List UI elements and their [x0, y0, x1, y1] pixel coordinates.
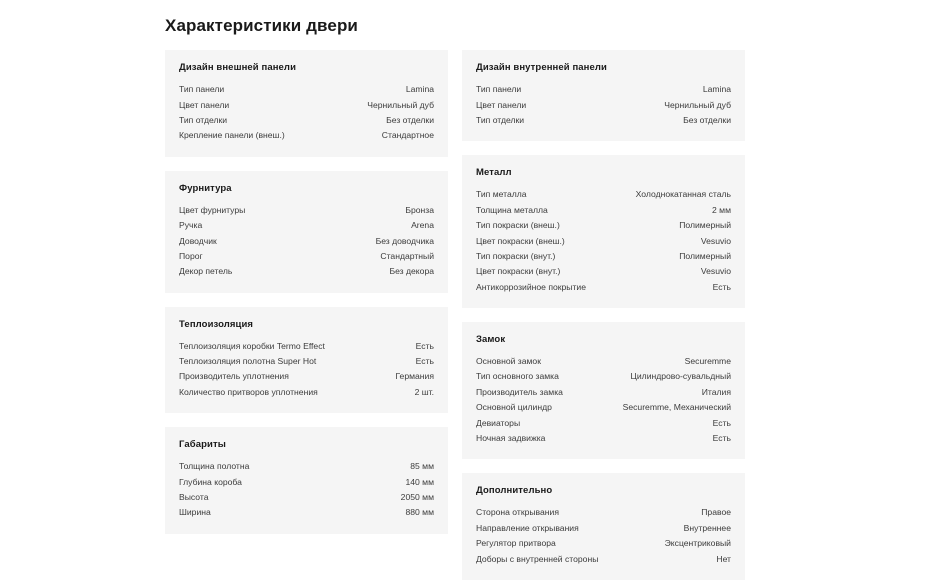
spec-label: Теплоизоляция полотна Super Hot: [179, 356, 317, 367]
spec-value: Чернильный дуб: [664, 99, 731, 110]
spec-value: 2050 мм: [400, 492, 434, 503]
spec-row: [179, 97, 434, 112]
spec-value: Германия: [395, 371, 434, 382]
right-column: [462, 50, 745, 580]
spec-label: Теплоизоляция коробки Termo Effect: [179, 340, 325, 351]
spec-row: [179, 82, 434, 97]
spec-row: [179, 459, 434, 474]
spec-label: Тип панели: [179, 84, 225, 95]
card-thermal-insulation: [165, 307, 448, 414]
spec-value: Без декора: [389, 266, 434, 277]
left-column: [165, 50, 448, 534]
card-title: Дополнительно: [476, 485, 553, 497]
spec-value: Есть: [415, 356, 434, 367]
spec-row: [476, 551, 731, 566]
spec-value: Lamina: [702, 84, 731, 95]
spec-label: Регулятор притвора: [476, 538, 556, 549]
spec-row: [476, 218, 731, 233]
content-wrapper: [165, 0, 765, 580]
spec-label: Основной цилиндр: [476, 402, 552, 413]
spec-value: Securemme: [684, 356, 731, 367]
spec-row: [476, 113, 731, 128]
spec-row: [179, 354, 434, 369]
spec-label: Сторона открывания: [476, 507, 559, 518]
spec-value: Эксцентриковый: [664, 538, 731, 549]
spec-label: Глубина короба: [179, 476, 242, 487]
spec-value: Есть: [712, 417, 731, 428]
spec-row: [179, 505, 434, 520]
spec-label: Девиаторы: [476, 417, 521, 428]
spec-label: Цвет покраски (внеш.): [476, 235, 565, 246]
spec-value: Холоднокатанная сталь: [635, 189, 731, 200]
spec-row: [179, 233, 434, 248]
spec-row: [476, 400, 731, 415]
spec-label: Тип основного замка: [476, 371, 559, 382]
spec-label: Тип отделки: [179, 114, 228, 125]
spec-row: [179, 474, 434, 489]
spec-label: Производитель замка: [476, 386, 563, 397]
spec-value: Vesuvio: [700, 235, 731, 246]
spec-label: Тип отделки: [476, 114, 525, 125]
spec-row: [476, 521, 731, 536]
spec-row: [476, 233, 731, 248]
spec-row: [476, 354, 731, 369]
card-title: Металл: [476, 167, 512, 179]
spec-value: Бронза: [405, 204, 434, 215]
spec-label: Декор петель: [179, 266, 233, 277]
spec-label: Производитель уплотнения: [179, 371, 289, 382]
spec-value: Полимерный: [679, 220, 731, 231]
spec-value: Нет: [716, 553, 731, 564]
spec-label: Цвет покраски (внут.): [476, 266, 561, 277]
card-lock: [462, 322, 745, 459]
spec-row: [179, 218, 434, 233]
card-additional: [462, 473, 745, 580]
spec-row: [179, 249, 434, 264]
spec-value: Lamina: [405, 84, 434, 95]
spec-label: Ручка: [179, 220, 203, 231]
spec-label: Крепление панели (внеш.): [179, 130, 285, 141]
spec-row: [179, 369, 434, 384]
spec-row: [179, 113, 434, 128]
spec-label: Ширина: [179, 507, 211, 518]
card-title: Дизайн внешней панели: [179, 62, 297, 73]
card-interior-panel-design: [462, 50, 745, 141]
card-metal: [462, 155, 745, 308]
spec-row: [179, 339, 434, 354]
spec-label: Цвет панели: [179, 99, 230, 110]
card-title: Теплоизоляция: [179, 318, 254, 330]
card-title: Дизайн внутренней панели: [476, 62, 607, 73]
spec-row: [476, 385, 731, 400]
spec-row: [476, 369, 731, 384]
spec-row: [476, 203, 731, 218]
spec-value: 880 мм: [405, 507, 434, 518]
spec-row: [179, 490, 434, 505]
spec-value: Vesuvio: [700, 266, 731, 277]
spec-label: Доводчик: [179, 235, 217, 246]
card-title: Фурнитура: [179, 182, 232, 194]
spec-value: 140 мм: [405, 476, 434, 487]
spec-label: Порог: [179, 250, 203, 261]
spec-row: [179, 128, 434, 143]
spec-row: [476, 187, 731, 202]
spec-row: [476, 415, 731, 430]
spec-value: Стандартное: [381, 130, 434, 141]
spec-value: Без отделки: [683, 114, 731, 125]
spec-label: Направление открывания: [476, 522, 579, 533]
spec-label: Тип покраски (внеш.): [476, 220, 560, 231]
spec-row: [476, 97, 731, 112]
spec-label: Доборы с внутренней стороны: [476, 553, 599, 564]
spec-label: Основной замок: [476, 356, 541, 367]
spec-value: Правое: [701, 507, 731, 518]
spec-value: Чернильный дуб: [367, 99, 434, 110]
spec-label: Цвет фурнитуры: [179, 204, 246, 215]
card-hardware: [165, 171, 448, 293]
spec-row: [179, 264, 434, 279]
spec-value: Без доводчика: [375, 235, 434, 246]
spec-label: Толщина металла: [476, 204, 548, 215]
card-title: Замок: [476, 333, 506, 345]
spec-value: Есть: [415, 340, 434, 351]
spec-label: Толщина полотна: [179, 461, 250, 472]
spec-value: Внутреннее: [683, 522, 731, 533]
spec-value: Стандартный: [380, 250, 434, 261]
spec-label: Антикоррозийное покрытие: [476, 281, 586, 292]
spec-value: Есть: [712, 433, 731, 444]
card-dimensions: [165, 427, 448, 534]
page-title: Характеристики двери: [165, 16, 358, 35]
spec-row: [476, 431, 731, 446]
spec-value: Securemme, Механический: [622, 402, 731, 413]
spec-label: Тип металла: [476, 189, 527, 200]
spec-label: Количество притворов уплотнения: [179, 386, 318, 397]
spec-label: Высота: [179, 492, 209, 503]
spec-value: 2 шт.: [414, 386, 434, 397]
spec-value: Полимерный: [679, 250, 731, 261]
spec-value: 85 мм: [410, 461, 434, 472]
spec-label: Тип панели: [476, 84, 522, 95]
card-title: Габариты: [179, 439, 226, 451]
spec-row: [476, 82, 731, 97]
spec-label: Ночная задвижка: [476, 433, 546, 444]
spec-row: [179, 203, 434, 218]
spec-value: Италия: [701, 386, 731, 397]
spec-row: [179, 385, 434, 400]
spec-columns: [165, 50, 765, 580]
spec-row: [476, 264, 731, 279]
spec-value: 2 мм: [712, 204, 731, 215]
card-exterior-panel-design: [165, 50, 448, 157]
spec-value: Без отделки: [386, 114, 434, 125]
spec-row: [476, 536, 731, 551]
spec-value: Есть: [712, 281, 731, 292]
spec-row: [476, 505, 731, 520]
spec-value: Arena: [411, 220, 434, 231]
spec-row: [476, 249, 731, 264]
spec-value: Цилиндрово-сувальдный: [630, 371, 731, 382]
spec-label: Цвет панели: [476, 99, 527, 110]
spec-row: [476, 280, 731, 295]
spec-label: Тип покраски (внут.): [476, 250, 556, 261]
